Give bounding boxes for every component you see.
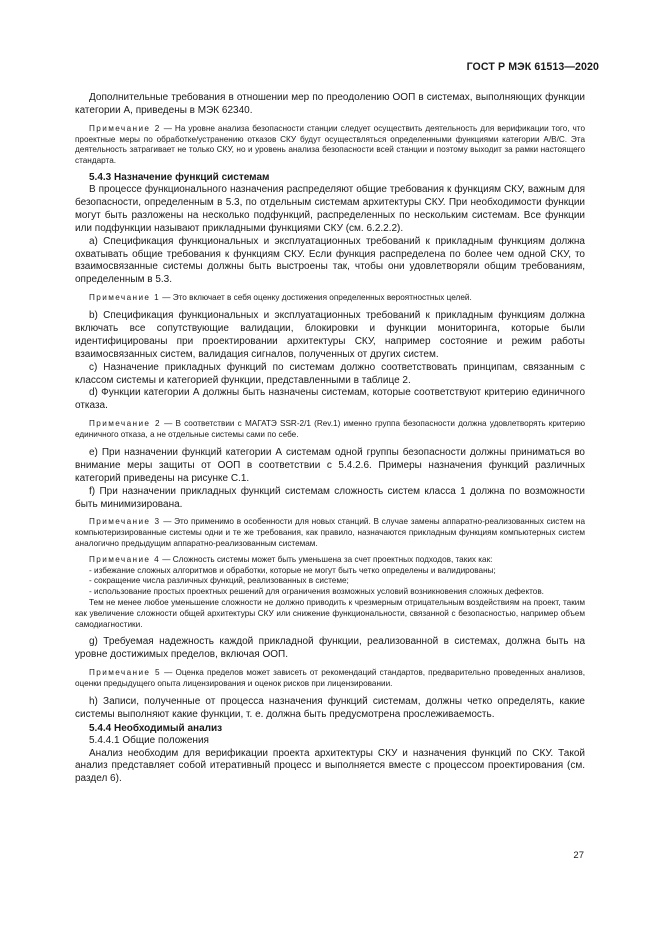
- note-label: Примечание 5: [89, 668, 161, 678]
- note-2-general: [75, 124, 585, 167]
- item-a: a) Спецификация функциональных и эксплуатационных требований к прикладным функциям должна охватывать общие требования к функциям СКУ. Если функция распределена по более чем одной СКУ, то взаимосвязанные системы должны быть выстроены так, чтобы они удовлетворяли общим требованиям, определенным в 5.3.: [75, 235, 585, 286]
- note-4: [75, 555, 585, 566]
- section-heading-5-4-3: 5.4.3 Назначение функций системам: [89, 172, 270, 183]
- item-g: g) Требуемая надежность каждой прикладной функции, реализованной в системах, должна быть на уровне достижимых пределов, включая ООП.: [75, 636, 585, 661]
- note-text: — На уровне анализа безопасности станции следует осуществить деятельность для верификации того, что проектные меры по обработке/устранению отказов СКУ будут осуществляться определенными функциями категории А/В/С. Эта деятельность затрагивает не только СКУ, но и уровень анализа безопасности всей станции и поэтому выходит за рамки настоящего стандарта.: [75, 123, 585, 166]
- note-4-list-item: - использование простых проектных решений для ограничения возможных условий возникновения сложных дефектов.: [89, 587, 544, 597]
- item-c: c) Назначение прикладных функций по системам должно соответствовать принципам, связанным с классом системы и категорией функции, представленными в таблице 2.: [75, 361, 585, 386]
- note-text: — Оценка пределов может зависеть от рекомендаций стандартов, предварительно проведенных анализов, оценки предыдущего опыта лицензирования и оценок рисков при лицензировании.: [75, 668, 585, 688]
- note-text: — Это включает в себя оценку достижения определенных вероятностных целей.: [160, 293, 472, 303]
- note-label: Примечание 2: [89, 419, 161, 429]
- paragraph-intro: Дополнительные требования в отношении мер по преодолению ООП в системах, выполняющих функции категории А, приведены в МЭК 62340.: [75, 92, 585, 116]
- note-label: Примечание 1: [89, 293, 161, 303]
- note-text: — В соответствии с МАГАТЭ SSR-2/1 (Rev.1) именно группа безопасности должна удовлетворять критерию единичного отказа, а не отдельные системы сами по себе.: [75, 419, 585, 440]
- item-f: f) При назначении прикладных функций системам сложность систем класса 1 должна по возможности быть минимизирована.: [75, 485, 585, 510]
- section-heading-5-4-4: 5.4.4 Необходимый анализ: [89, 722, 223, 734]
- note-2-single-failure: [75, 419, 585, 441]
- note-5: [75, 668, 585, 690]
- paragraph-functional-allocation: В процессе функционального назначения распределяют общие требования к функциям СКУ, важным для безопасности, определенным в 5.3, по отдельным системам архитектуры СКУ. При необходимости функции могут быть разложены на несколько подфункций, распределенных по нескольким системам. Все функции или подфункции называют прикладными функциями СКУ (см. 6.2.2.2).: [75, 184, 585, 234]
- item-e: e) При назначении функций категории А системам одной группы безопасности должны приниматься во внимание меры защиты от ООП в соответствии с 5.4.2.6. Примеры назначения функций различных категорий приведены на рисунке С.1.: [75, 446, 585, 484]
- page-number: 27: [573, 850, 584, 861]
- note-4-list-item: - сокращение числа различных функций, реализованных в системе;: [89, 576, 349, 586]
- note-text: — Сложность системы может быть уменьшена за счет проектных подходов, таких как:: [160, 554, 493, 564]
- paragraph-analysis: Анализ необходим для верификации проекта архитектуры СКУ и назначения функций по СКУ. Такой анализ представляет собой итеративный процесс и выполняется вместе с процессом проектирования (см. раздел 6).: [75, 747, 585, 785]
- note-label: Примечание 2: [89, 123, 161, 133]
- note-3: [75, 517, 585, 549]
- note-label: Примечание 4: [89, 554, 161, 564]
- note-4-list-item: - избежание сложных алгоритмов и обработки, которые не могут быть четко определены и валидированы;: [89, 565, 496, 575]
- item-h: h) Записи, полученные от процесса назначения функций системам, должны четко определять, какие системы выполняют какие функции, т. е. должна быть предусмотрена прослеживаемость.: [75, 695, 585, 720]
- standard-code: ГОСТ Р МЭК 61513—2020: [466, 61, 599, 73]
- note-1: [75, 293, 585, 304]
- note-label: Примечание 3: [89, 517, 161, 527]
- subsection-heading-5-4-4-1: 5.4.4.1 Общие положения: [89, 734, 209, 746]
- note-text: — Это применимо в особенности для новых станций. В случае замены аппаратно-реализованных систем на компьютеризированные системы одни и те же требования, как правило, назначаются прикладным функциям компьютерных систем аналогично предыдущим аппаратно-реализованным системам.: [75, 517, 585, 549]
- note-4-continuation: Тем не менее любое уменьшение сложности не должно приводить к чрезмерным отрицательным воздействиям на проект, таким как увеличение сложности общей архитектуры СКУ или снижение функциональности, связанной с безопасностью, например объем самодиагностики.: [75, 598, 585, 629]
- item-d: d) Функции категории А должны быть назначены системам, которые соответствуют критерию единичного отказа.: [75, 387, 585, 412]
- page-body: [75, 92, 585, 786]
- item-b: b) Спецификация функциональных и эксплуатационных требований к прикладным функциям должна включать все сопутствующие валидации, блокировки и функции мониторинга, которые были идентифицированы при проектировании архитектуры СКУ, например состояние и режим работы взаимосвязанных систем, валидация сигналов, полученных от других систем.: [75, 310, 585, 360]
